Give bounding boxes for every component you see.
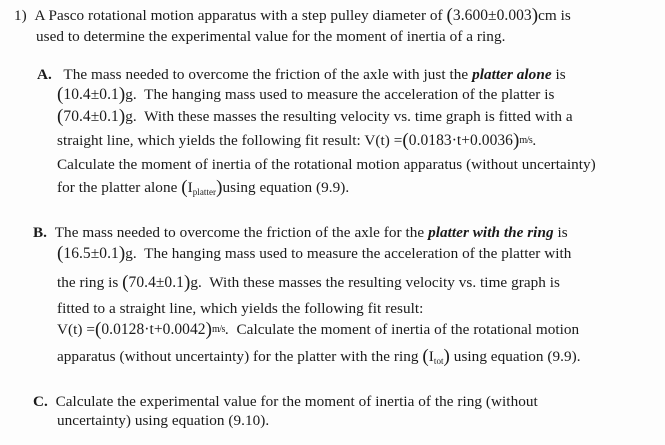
- part-b-line-4: fitted to a straight line, which yields the following fit result:: [57, 300, 424, 317]
- diameter-unit: cm is: [538, 7, 571, 24]
- part-a-text: straight line, which yields the following fit result:: [57, 132, 361, 149]
- problem-intro-line-1: 1) A Pasco rotational motion apparatus with a step pulley diameter of (3.600±0.003)cm is: [14, 5, 571, 26]
- part-b-unit: g.: [190, 274, 202, 291]
- part-b-fit-unit: m/s: [211, 324, 225, 335]
- part-b-text: apparatus (without uncertainty) for the platter with the ring: [57, 348, 419, 365]
- diameter-value: 3.600±0.003: [452, 7, 532, 24]
- problem-number: 1): [14, 7, 27, 24]
- part-a-symbol: I: [187, 179, 193, 196]
- part-a-text: using equation (9.9).: [222, 179, 350, 196]
- part-c-line-2: uncertainty) using equation (9.10).: [57, 412, 270, 429]
- part-b-text: the ring is: [57, 274, 119, 291]
- part-c-label: C.: [33, 393, 48, 410]
- part-c-text: Calculate the experimental value for the moment of inertia of the ring (without: [55, 393, 538, 410]
- part-a-fit-result: 0.0183·t+0.0036: [408, 132, 513, 149]
- part-a-line-4: straight line, which yields the following fit result: V(t) =(0.0183·t+0.0036)m/s.: [57, 130, 537, 151]
- part-b-text: using equation (9.9).: [453, 348, 581, 365]
- part-b-hanging-mass: 70.4±0.1: [128, 274, 184, 291]
- part-b-line-5: V(t) =(0.0128·t+0.0042)m/s. Calculate the moment of inertia of the rotational motion: [57, 319, 580, 340]
- part-b-line-2: (16.5±0.1)g. The hanging mass used to measure the acceleration of the platter with: [57, 243, 572, 264]
- part-b-text: The hanging mass used to measure the acceleration of the platter with: [144, 245, 572, 262]
- part-a-fit-function: V(t) =: [364, 132, 403, 149]
- part-a-text: The mass needed to overcome the friction of the axle with just the: [63, 66, 469, 83]
- part-b-friction-mass: 16.5±0.1: [63, 245, 119, 262]
- part-a-emphasis: platter alone: [472, 66, 552, 83]
- part-a-text: for the platter alone: [57, 179, 178, 196]
- part-b-text: With these masses the resulting velocity vs. time graph is: [209, 274, 560, 291]
- part-b-line-3: the ring is (70.4±0.1)g. With these masses the resulting velocity vs. time graph is: [57, 272, 560, 293]
- part-a-line-3: (70.4±0.1)g. With these masses the resulting velocity vs. time graph is fitted with a: [57, 106, 573, 127]
- part-b-text: Calculate the moment of inertia of the rotational motion: [236, 321, 580, 338]
- part-a-hanging-mass: 70.4±0.1: [63, 108, 119, 125]
- part-a-line-1: [37, 65, 566, 85]
- part-b-fit-function: V(t) =: [57, 321, 95, 338]
- part-b-emphasis: platter with the ring: [428, 224, 554, 241]
- part-a-subscript: platter: [192, 187, 217, 197]
- part-b-text: The mass needed to overcome the friction of the axle for the: [54, 224, 425, 241]
- part-b-line-6: apparatus (without uncertainty) for the platter with the ring $(I_{tot})$ using equation (9.9).: [57, 346, 581, 367]
- part-b-unit: g.: [125, 245, 137, 262]
- part-b-label: B.: [33, 224, 48, 241]
- intro-text: A Pasco rotational motion apparatus with a step pulley diameter of: [34, 7, 443, 24]
- part-a-friction-mass: 10.4±0.1: [63, 86, 119, 103]
- part-b-symbol: I: [428, 348, 434, 365]
- part-a-text: With these masses the resulting velocity vs. time graph is fitted with a: [144, 108, 573, 125]
- part-a-text: is: [555, 66, 566, 83]
- part-a-label: A.: [37, 66, 52, 83]
- part-a-line-2: (10.4±0.1)g. The hanging mass used to measure the acceleration of the platter is: [57, 84, 555, 105]
- part-b-line-1: [33, 223, 568, 243]
- part-b-text: is: [557, 224, 568, 241]
- part-a-text: The hanging mass used to measure the acceleration of the platter is: [144, 86, 555, 103]
- part-c-line-1: [33, 392, 538, 412]
- part-a-unit: g.: [125, 108, 137, 125]
- problem-intro-line-2: used to determine the experimental value for the moment of inertia of a ring.: [36, 28, 506, 45]
- part-a-fit-unit: m/s: [519, 135, 533, 146]
- part-b-subscript: tot: [433, 356, 444, 366]
- part-b-fit-result: 0.0128·t+0.0042: [101, 321, 206, 338]
- part-a-line-5: Calculate the moment of inertia of the rotational motion apparatus (without uncertainty): [57, 156, 596, 173]
- part-a-unit: g.: [125, 86, 137, 103]
- part-a-line-6: for the platter alone $(I_{platter})using$ equation (9.9).: [57, 177, 350, 198]
